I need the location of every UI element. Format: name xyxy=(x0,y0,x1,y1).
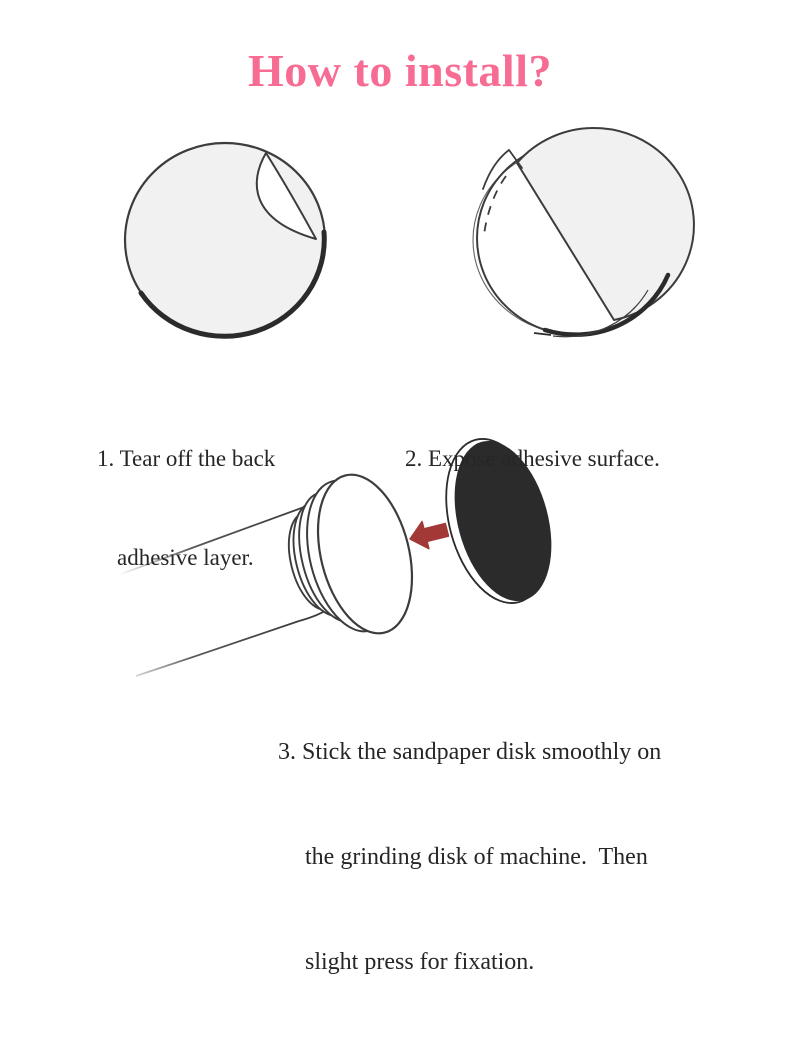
page-title: How to install? xyxy=(248,45,552,96)
step-3-line-3: slight press for fixation. xyxy=(305,949,535,975)
step-3-caption xyxy=(278,665,661,1050)
step-2-line-1: 2. Expose adhesive surface. xyxy=(405,446,660,471)
step-3-line-2: the grinding disk of machine. Then xyxy=(305,844,648,870)
step-1-caption xyxy=(97,376,275,640)
step-1-line-1: 1. Tear off the back xyxy=(97,446,276,471)
step-3-line-1: 3. Stick the sandpaper disk smoothly on xyxy=(278,739,662,765)
step2-adhesive-exposed-illustration xyxy=(473,128,694,337)
step-1-line-2: adhesive layer. xyxy=(117,545,254,570)
step1-disk-peeled-corner-illustration xyxy=(125,143,325,337)
step-2-caption xyxy=(405,376,660,541)
